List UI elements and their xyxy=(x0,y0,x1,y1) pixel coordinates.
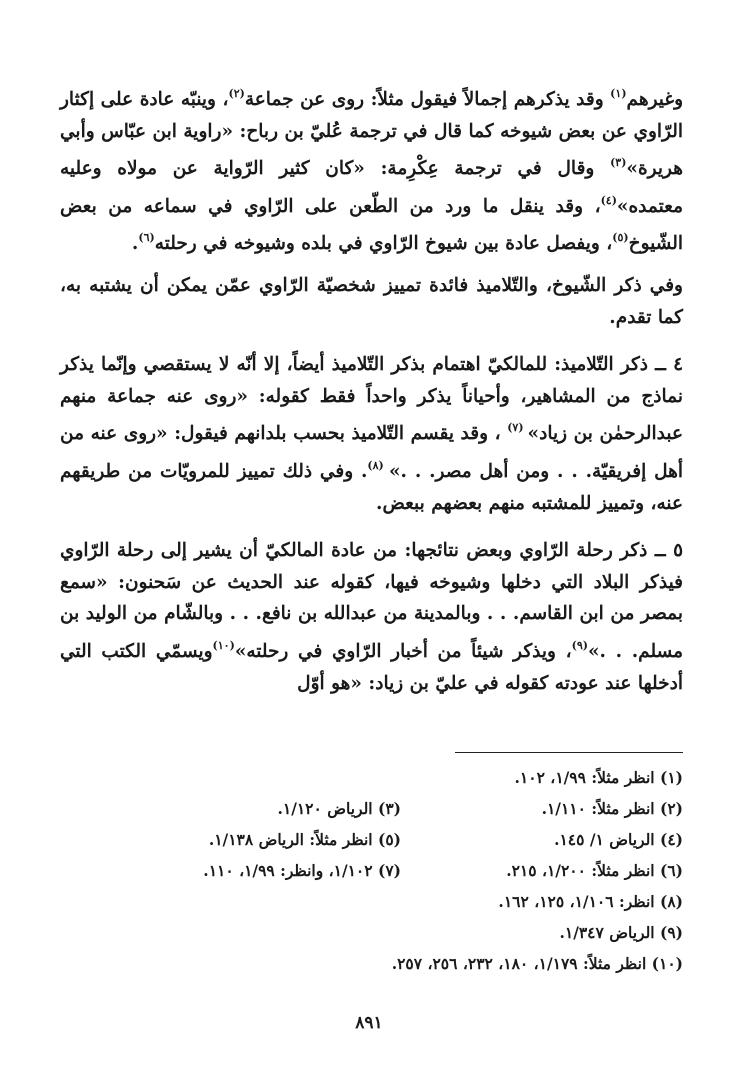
paragraph-1 xyxy=(60,78,683,260)
footnote-10: (١٠) انظر مثلاً: ١/١٧٩، ١٨٠، ٢٣٢، ٢٥٦، ٢٥٧. xyxy=(391,954,683,973)
footnotes xyxy=(60,762,683,979)
footnote-9: (٩) الرياض ١/٣٤٧. xyxy=(559,923,683,942)
footnote-row xyxy=(60,917,683,948)
footnote-1: (١) انظر مثلاً: ١/٩٩، ١٠٢. xyxy=(514,768,683,787)
footnote-row xyxy=(60,948,683,979)
footnote-ref-7[interactable]: (٧) xyxy=(507,421,528,435)
footnote-row xyxy=(60,762,683,793)
paragraph-3 xyxy=(60,349,683,519)
main-text xyxy=(60,78,683,709)
text-segment: ٤ ــ ذكر التّلاميذ: للمالكيّ اهتمام بذكر التّلاميذ أيضاً، إلا أنّه لا يستقصي وإنّما يذكر نماذج من المشاهير، وأحياناً يذكر واحداً فقط كقوله: «روى عنه جماعة منهم عبدالرحمٰن بن زياد» xyxy=(60,354,683,445)
footnote-ref-4[interactable]: (٤) xyxy=(600,193,617,207)
text-segment: ، ويذكر شيئاً من أخبار الرّاوي في رحلته» xyxy=(234,640,572,662)
text-segment: وقد يذكرهم إجمالاً فيقول مثلاً: روى عن جماعة xyxy=(244,89,611,110)
text-segment: ويسمّي الكتب التي أدخلها عند عودته كقوله في عليّ بن زياد: «هو أوّل xyxy=(60,640,683,694)
footnote-3: (٣) الرياض ١/١٢٠. xyxy=(277,799,401,818)
footnote-row xyxy=(60,855,683,886)
footnote-ref-2[interactable]: (٢) xyxy=(228,87,245,100)
footnote-2: (٢) انظر مثلاً: ١/١١٠. xyxy=(541,799,683,818)
footnote-6: (٦) انظر مثلاً: ١/٢٠٠، ٢١٥. xyxy=(506,861,683,880)
footnote-row xyxy=(60,824,683,855)
text-segment: . وفي ذلك تمييز للمرويّات من طريقهم عنه، وتمييز للمشتبه منهم بعضهم ببعض. xyxy=(60,460,683,514)
footnote-row xyxy=(60,886,683,917)
footnote-8: (٨) انظر: ١/١٠٦، ١٢٥، ١٦٢. xyxy=(498,892,683,911)
text-segment: . xyxy=(131,233,139,255)
text-segment: وقال في ترجمة عِكْرِمة: «كان كثير الرّواية عن مولاه وعليه معتمده» xyxy=(60,158,683,217)
footnote-row xyxy=(60,793,683,824)
footnote-7: (٧) ١/١٠٢، وانظر: ١/٩٩، ١١٠. xyxy=(203,861,401,880)
footnote-ref-1[interactable]: (١) xyxy=(610,87,627,100)
footnote-4: (٤) الرياض ١/ ١٤٥. xyxy=(554,830,683,849)
footnote-ref-10[interactable]: (١٠) xyxy=(212,638,235,652)
footnote-ref-5[interactable]: (٥) xyxy=(612,231,629,245)
paragraph-4 xyxy=(60,535,683,699)
footnote-divider xyxy=(455,752,683,753)
footnote-ref-3[interactable]: (٣) xyxy=(610,156,627,170)
paragraph-2: وفي ذكر الشّيوخ، والتّلاميذ فائدة تمييز شخصيّة الرّاوي عمّن يمكن أن يشتبه به، كما تقدم. xyxy=(60,274,683,328)
footnote-ref-8[interactable]: (٨) xyxy=(367,458,389,472)
page-number: ٨٩١ xyxy=(355,1013,383,1033)
text-segment: ٥ ــ ذكر رحلة الرّاوي وبعض نتائجها: من عادة المالكيّ أن يشير إلى رحلة الرّاوي فيذكر البلاد التي دخلها وشيوخه فيها، كقوله عند الحديث عن سَحنون: «سمع بمصر من ابن القاسم. . . وبالمدينة من عبدالله بن نافع. . . وبالشّام من الوليد بن مسلم. . .» xyxy=(60,540,684,662)
text-segment: وغيرهم xyxy=(626,89,683,110)
text-segment: ، وقد يقسم التّلاميذ بحسب بلدانهم فيقول: «روى عنه من أهل إفريقيّة. . . ومن أهل مصر. . .» xyxy=(60,423,683,482)
text-segment: ، وينبّه عادة على إكثار الرّاوي عن بعض شيوخه كما قال في ترجمة عُليّ بن رباح: «راوية ابن عبّاس وأبي هريرة» xyxy=(60,89,683,180)
footnote-ref-6[interactable]: (٦) xyxy=(138,231,155,245)
text-segment: ، ويفصل عادة بين شيوخ الرّاوي في بلده وشيوخه في رحلته xyxy=(154,233,613,255)
footnote-ref-9[interactable]: (٩) xyxy=(571,638,588,652)
footnote-5: (٥) انظر مثلاً: الرياض ١/١٣٨. xyxy=(208,830,401,849)
text-segment: ، وقد ينقل ما ورد من الطّعن على الرّاوي في سماعه من بعض الشّيوخ xyxy=(60,195,683,255)
